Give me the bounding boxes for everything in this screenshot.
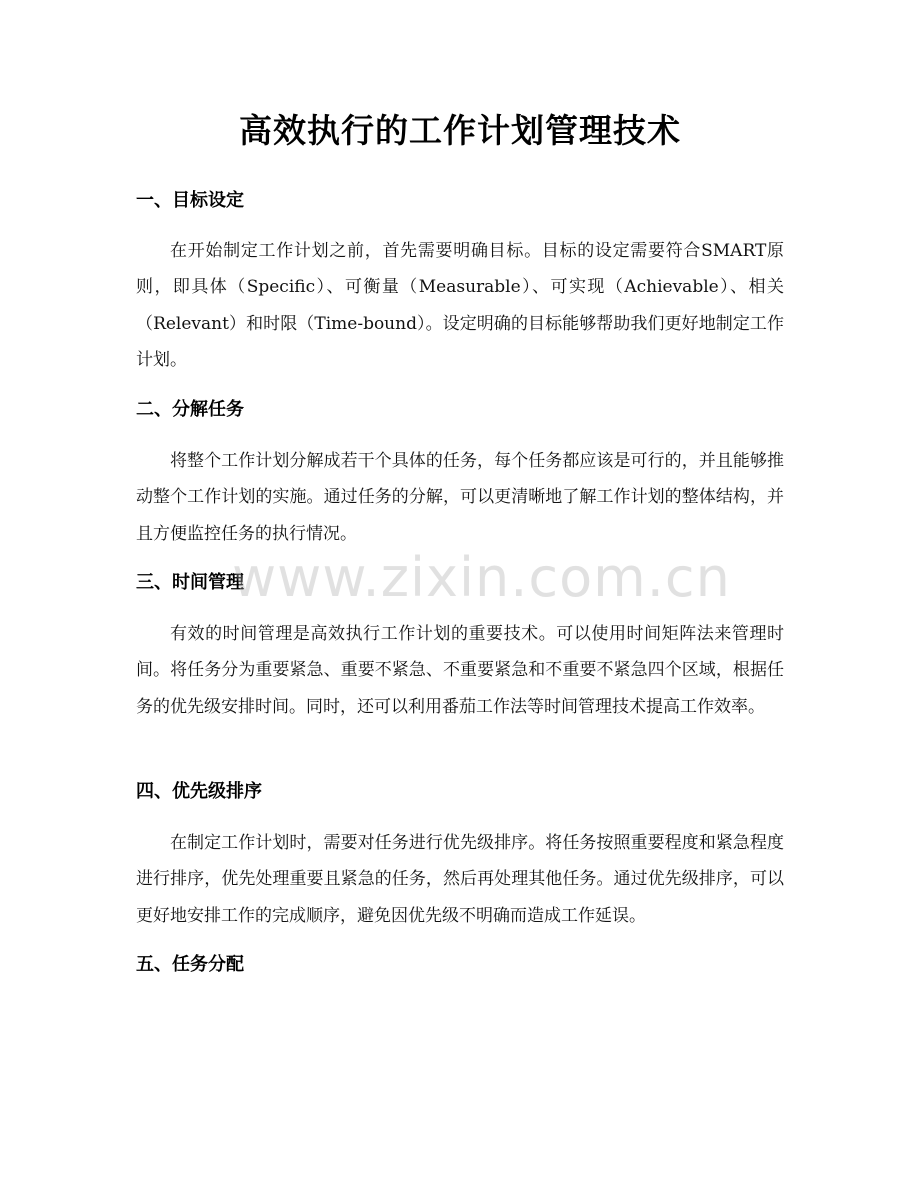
section-heading-task-assignment: 五、任务分配 [136,954,244,975]
section-heading-priority-sorting: 四、优先级排序 [136,781,262,802]
section-paragraph-time-management: 有效的时间管理是高效执行工作计划的重要技术。可以使用时间矩阵法来管理时间。将任务分为重要紧急、重要不紧急、不重要紧急和不重要不紧急四个区域，根据任务的优先级安排时间。同时，还可以利用番茄工作法等时间管理技术提高工作效率。 [136,624,784,717]
section-heading-task-breakdown: 二、分解任务 [136,399,244,420]
section-paragraph-task-breakdown: 将整个工作计划分解成若干个具体的任务，每个任务都应该是可行的，并且能够推动整个工作计划的实施。通过任务的分解，可以更清晰地了解工作计划的整体结构，并且方便监控任务的执行情况。 [136,451,784,544]
site-watermark: www.zixin.com.cn [232,546,731,609]
section-heading-goal-setting: 一、目标设定 [136,190,244,211]
section-paragraph-goal-setting: 在开始制定工作计划之前，首先需要明确目标。目标的设定需要符合SMART原则，即具体（Specific）、可衡量（Measurable）、可实现（Achievable）、相关（Relevant）和时限（Time-bound）。设定明确的目标能够帮助我们更好地制定工作计划。 [136,241,784,370]
document-title: 高效执行的工作计划管理技术 [239,111,681,150]
section-heading-time-management: 三、时间管理 [136,572,244,593]
section-paragraph-priority-sorting: 在制定工作计划时，需要对任务进行优先级排序。将任务按照重要程度和紧急程度进行排序，优先处理重要且紧急的任务，然后再处理其他任务。通过优先级排序，可以更好地安排工作的完成顺序，避免因优先级不明确而造成工作延误。 [136,833,784,926]
